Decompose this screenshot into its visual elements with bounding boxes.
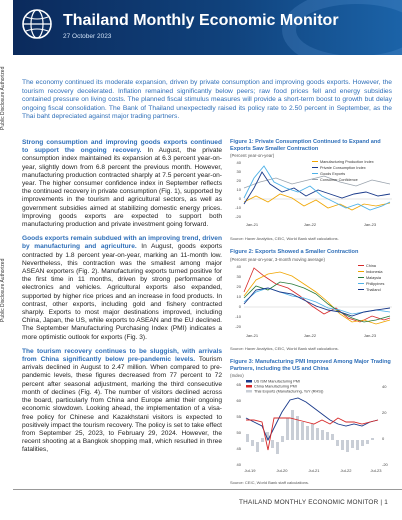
y-tick-label: 30 [236,273,241,279]
y2-tick-label: 20 [382,410,387,416]
paragraph-tourism [22,348,222,455]
paragraph-body: In August, goods exports contracted by 1.8 percent year-on-year, marking an 11-month low. Nevertheless, this contraction was the smallest among major ASEAN exporters (Fig. 2). Manufacturing exports turned positive for the first time in 11 months, driven by strong performance of electronics and vehicles. Agricultural exports also expanded, supported by higher rice prices and an increase in food products. In contrast, other exports, including gold and fishery contracted sharply. Exports to most major destinations improved, including China, Japan, the US, while exports to ASEAN and the EU declined. The September Manufacturing Purchasing Index (PMI) indicates a more optimistic outlook for exports (Fig. 3). [22,243,222,341]
x-tick-label: Jul-23 [370,468,382,474]
y-tick-label: 10 [236,293,241,299]
disclosure-label-top: Public Disclosure Authorized [0,66,6,130]
x-tick-label: Jul-20 [276,468,288,474]
y-tick-label: 0 [238,303,241,309]
legend-item: Thai Exports (Manufacturing, YoY (RHS)) [254,389,324,394]
figure-1-source: Source: Haver Analytics, CEIC, World Bank staff calculations. [230,236,339,242]
figure-3-source: Source: CEIC, World Bank staff calculations. [230,480,309,486]
x-tick-label: Jul-22 [340,468,352,474]
y-tick-label: 40 [236,462,241,468]
y-tick-label: 60 [236,398,241,404]
report-title: Thailand Monthly Economic Monitor [63,12,339,29]
y-tick-label: 10 [236,187,241,193]
y-tick-label: 55 [236,414,241,420]
report-date: 27 October 2023 [63,33,112,40]
figure-1 [230,139,394,241]
disclosure-label-bottom: Public Disclosure Authorized [0,258,6,322]
legend-item: China Manufacturing PMI [254,384,297,389]
figure-3-subtitle: (Index) [230,373,244,379]
y2-tick-label: 0 [382,436,385,442]
figure-2-subtitle: (Percent year-on-year, 3-month moving average) [230,256,325,262]
paragraph-body: Tourism arrivals declined in August to 2.47 million. When compared to pre-pandemic levels, these figures decreased from 77 percent to 72 percent after seasonal adjustment, marking the third consecutive month of declines (Fig. 4). The number of visitors declined across the board, particularly from China and Europe amid their ongoing economic slowdown. Looking ahead, the implementation of a visa-free policy for Chinese and Kazakhstani visitors is expected to positively impact the tourism recovery. The policy is set to take effect from September 25, 2023, to February 29, 2024. However, the recent shooting at a Bangkok shopping mall, which resulted in three fatalities, [22,356,223,454]
body-text-column [22,139,222,461]
series-thailand [244,288,390,316]
report-header [13,0,402,55]
x-tick-label: Jan-21 [245,332,259,338]
figure-2 [230,249,394,351]
legend-item: US ISM Manufacturing PMI [254,379,301,384]
x-tick-label: Jan-22 [303,332,317,338]
legend-item: Goods Exports [320,172,346,177]
y2-tick-label: 40 [382,384,387,390]
thai-exports-bars [246,410,374,454]
figure-3 [230,359,394,485]
series-manufacturing-production [244,194,390,210]
legend-item: Consumer Confidence [320,178,358,183]
y-tick-label: -20 [235,323,241,329]
y-tick-label: 40 [236,263,241,269]
paragraph-lead: The tourism recovery continues to be sluggish, with arrivals from China significantly below pre-pandemic levels. [22,347,222,364]
paragraph-body: In August, the private consumption index maintained its expansion at 6.3 percent year-on-year, slightly down from 6.8 percent the previous month. However, manufacturing production contracted sharply at 7.5 percent year-on-year. The higher consumer confidence index in September reflects the continued recovery in private consumption (Fig. 1), supported by improvements in the tourism and agricultural sectors, as well as government subsidies aimed at stabilizing domestic energy prices. Improving goods exports are expected to support both manufacturing production and private investment going forward. [22,147,222,229]
legend-item: China [366,263,376,268]
legend-item: Indonesia [366,269,383,274]
paragraph-exports [22,235,222,342]
intro-summary: The economy continued its moderate expansion, driven by private consumption and improving goods exports. However, the tourism recovery decelerated. Inflation remained significantly below peers; raw food prices fell and energy subsidies contained pressure on living costs. The planned fiscal stimulus measures will provide a short-term boost to growth but delay ongoing fiscal consolidation. The Bank of Thailand unexpectedly raised its policy rate to 2.50 percent in September, as the Thai baht depreciated against major trading partners. [22,79,392,121]
y-tick-label: 50 [236,430,241,436]
y-tick-label: 0 [238,196,241,202]
world-bank-globe-icon [21,8,53,40]
y-tick-label: 20 [236,283,241,289]
legend-item: Private Consumption Index [320,166,366,171]
figure-2-chart [230,262,394,340]
y-tick-label: -20 [235,214,241,220]
y2-tick-label: -20 [382,462,388,468]
y-tick-label: -10 [235,205,241,211]
figure-3-chart [230,378,394,474]
paragraph-consumption [22,139,222,229]
figure-2-title: Figure 2: Exports Showed a Smaller Contraction [230,249,359,255]
figure-1-chart [230,158,394,230]
x-tick-label: Jan-23 [363,332,377,338]
y-tick-label: 65 [236,382,241,388]
figure-2-source: Source: Haver Analytics, CEIC, World Bank staff calculations. [230,345,339,351]
legend-item: Philippines [366,281,385,286]
x-tick-label: Jul-19 [244,468,256,474]
footer-text: THAILAND MONTHLY ECONOMIC MONITOR | 1 [239,499,388,506]
y-tick-label: 45 [236,446,241,452]
y-tick-label: -10 [235,313,241,319]
y-tick-label: 30 [236,169,241,175]
x-tick-label: Jan-23 [363,222,377,228]
figure-1-title: Figure 1: Private Consumption Continued to Expand and Exports Saw Smaller Contraction [230,139,381,152]
legend-item: Malaysia [366,275,381,280]
legend-item: Manufacturing Production Index [320,160,374,165]
figure-1-subtitle: (Percent year-on-year) [230,153,275,159]
y-tick-label: 20 [236,178,241,184]
x-tick-label: Jul-21 [308,468,320,474]
figure-3-title: Figure 3: Manufacturing PMI Improved Among Major Trading Partners, including the US and China [230,359,391,372]
x-tick-label: Jan-21 [245,222,259,228]
paragraph-lead: Goods exports remain subdued with an improving trend, driven by manufacturing and agriculture. [22,235,222,251]
legend-item: Thailand [366,287,381,292]
paragraph-lead: Strong consumption and improving goods exports continued to support the ongoing recovery. [22,139,222,155]
y-tick-label: 40 [236,160,241,166]
series-goods-exports [244,166,390,210]
page-footer [13,489,402,520]
x-tick-label: Jan-22 [303,222,317,228]
